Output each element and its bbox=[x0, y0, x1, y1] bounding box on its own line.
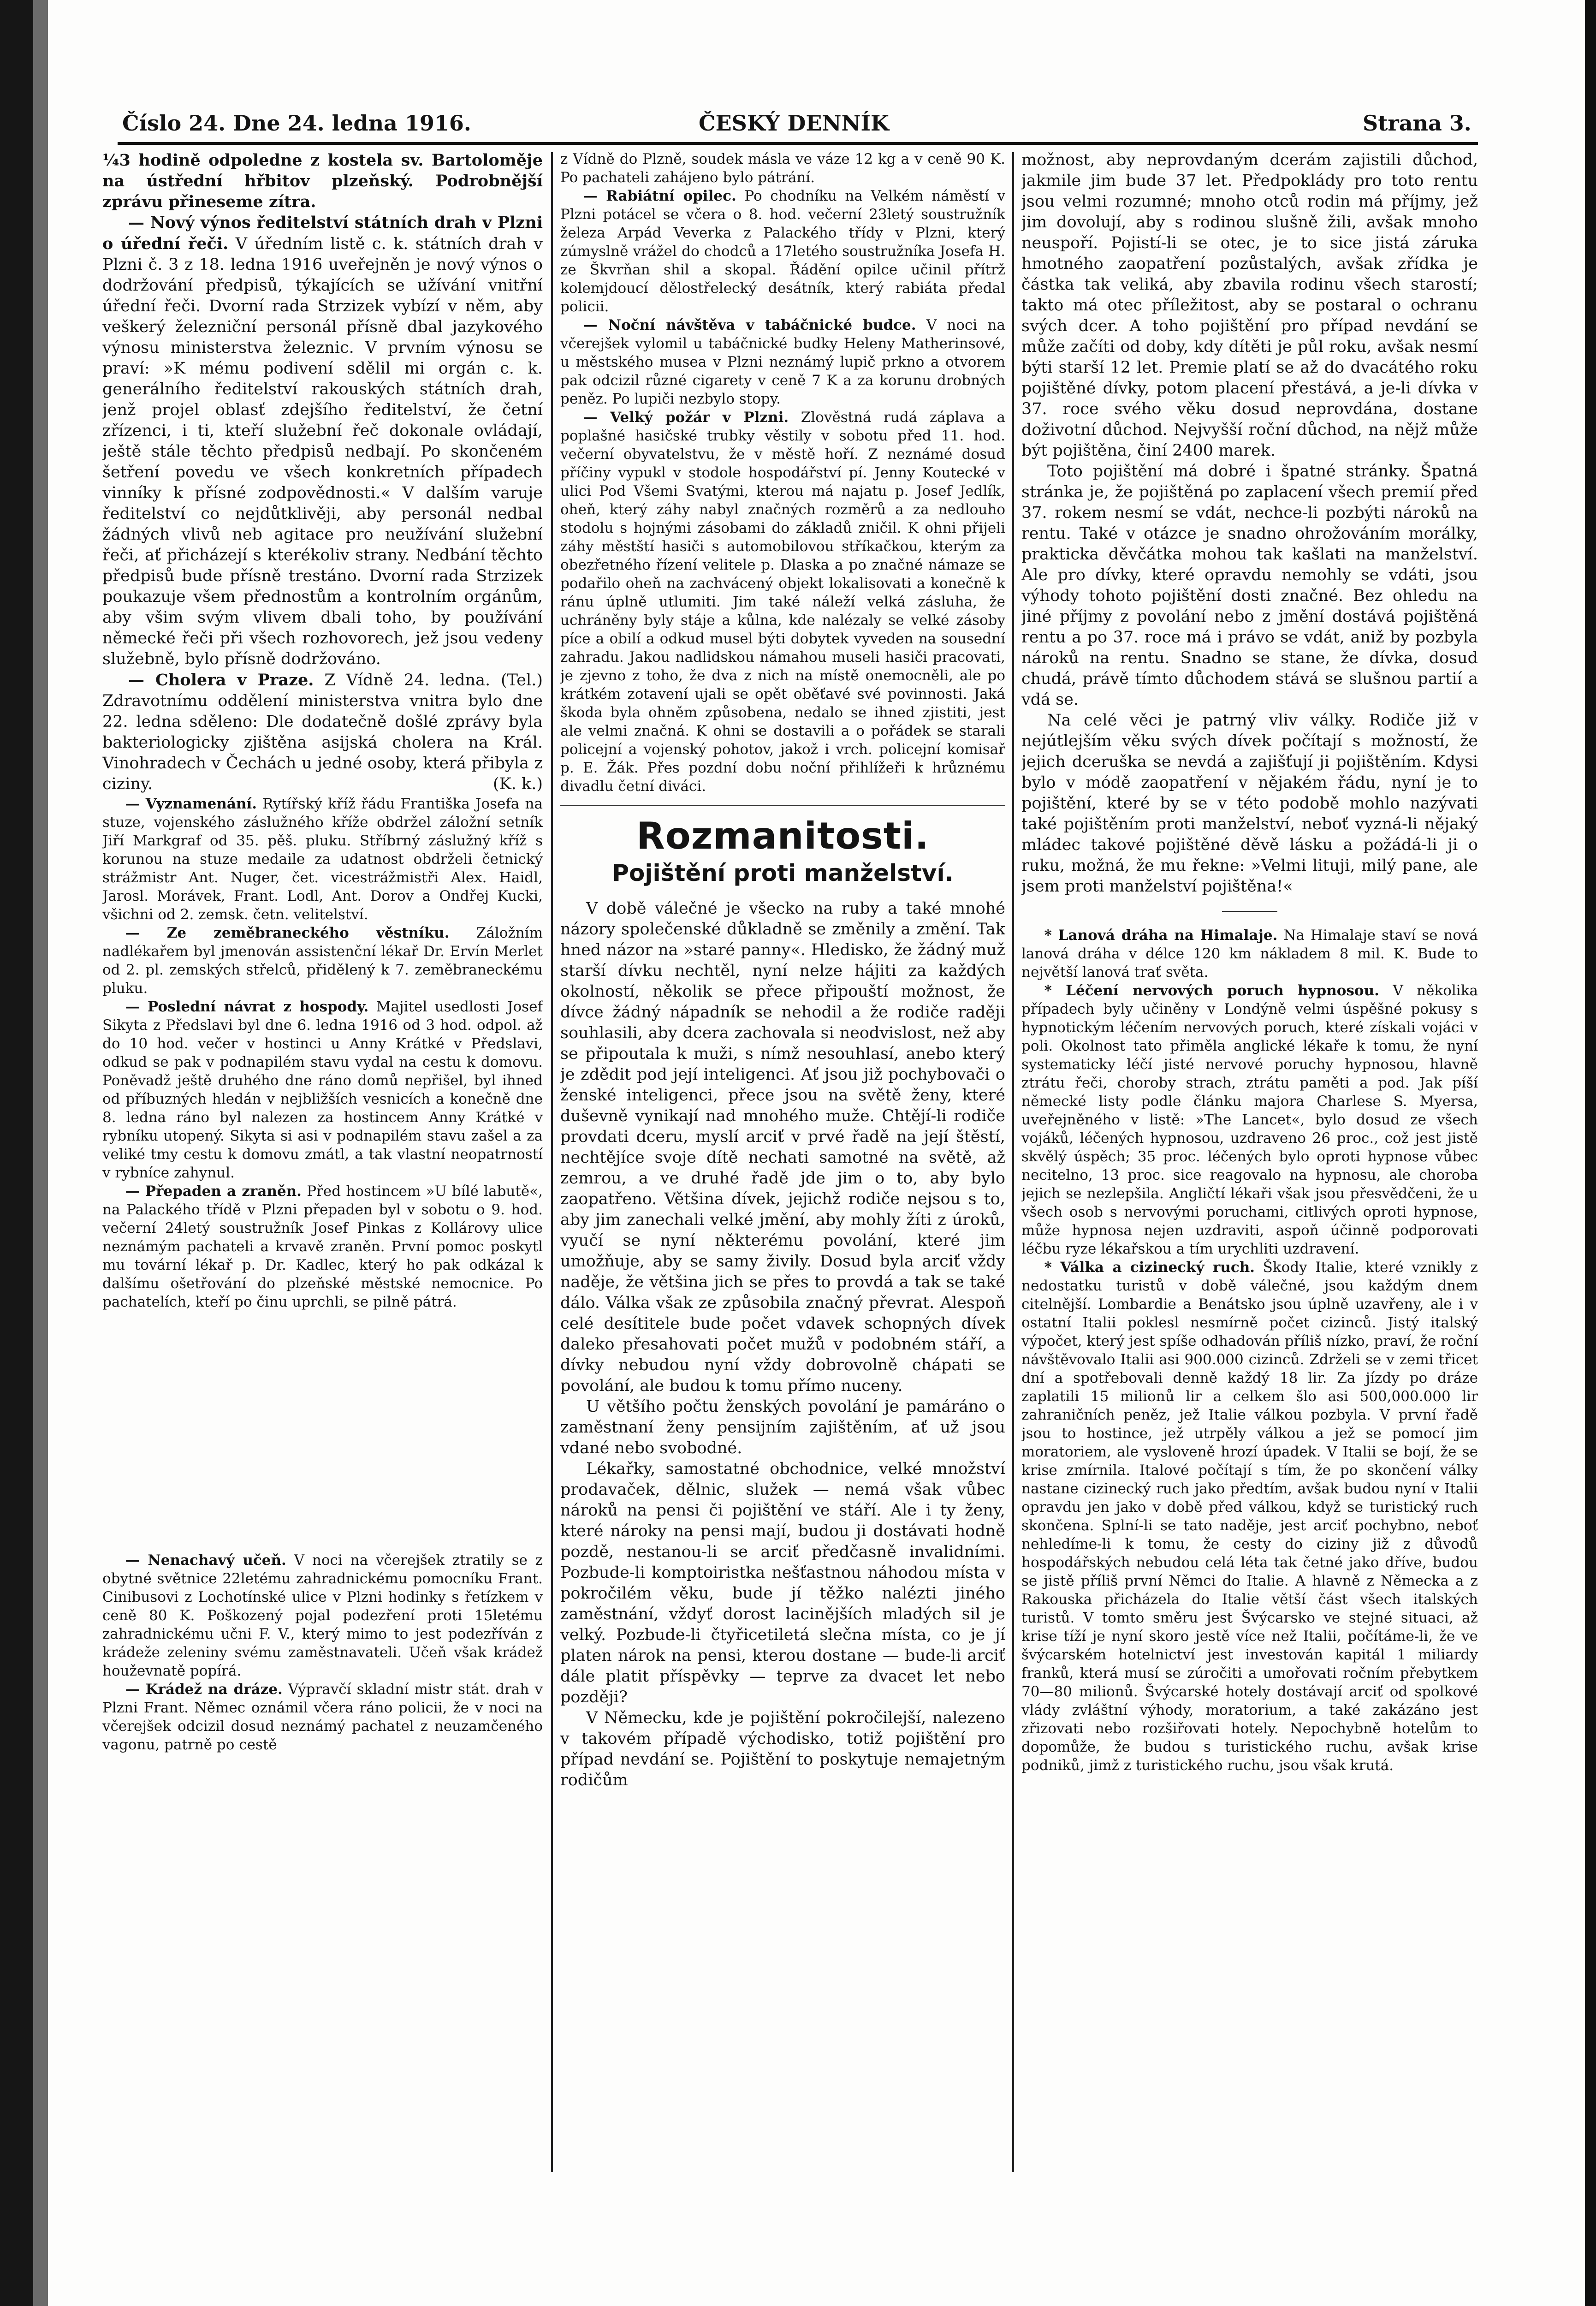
left-scan-shadow bbox=[33, 0, 48, 2306]
body-cholera: Z Vídně 24. ledna. (Tel.) Zdravotnímu oddělení ministerstva vnitra bylo dne 22. ledna sděleno: Dle dodatečně došlé zprávy byla bakteriologicky zjištěna asijská cholera na Král. Vinohradech v Čechách u jedné osoby, která přibyla z ciziny. bbox=[102, 671, 543, 793]
feature-para-5: možnost, aby neprovdaným dcerám zajistili důchod, jakmile jim bude 37 let. Předpoklády pro toto rentu jsou velmi rozumné; mnoho otců rodin má příjmy, jež jim dovolují, aby s rodinou slušně žili, avšak mnoho neuspoří. Pojistí-li se otec, je to sice jistá záruka hmotného zaopatření pozůstalých, avšak zřídka je částka tak veliká, aby zbavila rodinu všech starostí; takto má otec příležitost, aby se postaral o ochranu svých dcer. A toho pojištění pro případ nevdání se může začíti od doby, kdy dítěti je půl roku, avšak nesmí býti starší 12 let. Premie platí se až do dvacátého roku pojištěné dívky, potom placení přestává, a je-li dívka v 37. roce svého věku dosud neprovdána, dostane doživotní důchod. Nejvyšší roční důchod, na nějž může být pojištěna, činí 2400 marek. bbox=[1021, 151, 1478, 460]
left-scan-border bbox=[0, 0, 33, 2306]
article-landwehr bbox=[102, 924, 543, 998]
short-rule bbox=[1222, 911, 1277, 912]
headline-tourism: * Válka a cizinecký ruch. bbox=[1044, 1259, 1255, 1276]
column-rule-1 bbox=[551, 152, 553, 2172]
article-title: Pojištění proti manželství. bbox=[612, 860, 954, 886]
masthead-title: ČESKÝ DENNÍK bbox=[699, 111, 890, 136]
article-railway-theft bbox=[102, 1680, 543, 1754]
headline-kiosk: — Noční návštěva v tabáčnické budce. bbox=[583, 317, 916, 333]
section-title: Rozmanitosti. bbox=[636, 814, 929, 857]
right-scan-border bbox=[1585, 0, 1596, 2306]
body-tourism: Škody Italie, které vznikly z nedostatku turistů v době válečné, jsou každým dnem citelnější. Lombardie a Benátsko jsou úplně uzavřeny, ale i v ostatní Italii poklesl nesmírně počet cizinců. Jistý italský výpočet, který jest spíše odhadován příliš nízko, praví, že roční návštěvovalo Italii asi 900.000 cizinců. Zdrželi se v zemi třicet dní a spotřebovali denně každý 18 lir. Za jízdy po dráze zaplatili 15 milionů lir a celkem šlo asi 500,000.000 lir zahraničních peněz, jež Italie válkou pozbyla. V první řadě jsou to hostince, jež utrpěly válkou a jež se pomocí jim moratoriem, ale vysloveně hrozí úpadek. V Italii se bojí, že se krise zmírnila. Italové počítají s tím, že po skončení války nastane cizinecký ruch jako předtím, avšak budou nyní v Italii opravdu jen jako v době před válkou, když se turistický ruch skončena. Splní-li se tato naděje, jest arciť pochybno, neboť nehledíme-li k tomu, že cesty do ciziny již z důvodů hospodářských nebudou celá léta tak četné jako dříve, budou se jistě příliš první Němci do Italie. A hlavně z Německa a z Rakouska přicházela do Italie větší část všech italských turistů. V tomto směru jest Švýcarsko ve stejné situaci, až krise tíží je nyní skoro jestě více než Italii, počítáme-li, že ve švýcarském hotelnictví jest investován kapitál 1 miliardy franků, která musí se zúročiti a umořovati ročním přebytkem 70—80 milionů. Švýcarské hotely dostávají arciť od spolkové vlády zvláštní výhody, moratorium, a také zakázáno jest zřizovati nebo rozšiřovati hotely. Nepochybně hotelům to dopomůže, že budou s turistického ruchu, avšak krise podniků, jimž z turistického ruchu, jsou však krutá. bbox=[1021, 1259, 1478, 1774]
body-assault: Před hostincem »U bílé labutě«, na Palackého třídě v Plzni přepaden byl v sobotu o 9. hod. večerní 24letý soustružník Josef Pinkas z Kollárovy ulice neznámým pachateli a krvavě zraněn. První pomoc poskytl mu tovární lékař p. Dr. Kadlec, který ho pak odkázal k dalšímu ošetřování do plzeňské městské nemocnice. Po pachatelích, kteří po činu uprchli, se pilně pátrá. bbox=[102, 1183, 543, 1310]
body-landwehr: Záložním nadlékařem byl jmenován assistenční lékař Dr. Ervín Merlet od 2. pl. zemských střelců, přidělený k 7. zeměbraneckému pluku. bbox=[102, 925, 543, 997]
article-fire bbox=[560, 408, 1005, 796]
column-gap bbox=[102, 1311, 543, 1551]
article-assault bbox=[102, 1182, 543, 1311]
article-railway bbox=[102, 212, 543, 670]
article-butter: z Vídně do Plzně, soudek másla ve váze 12 kg a v ceně 90 K. Po pachateli zahájeno bylo pátrání. bbox=[560, 151, 1005, 186]
body-drunkard: Po chodníku na Velkém náměstí v Plzni potácel se včera o 8. hod. večerní 23letý soustružník železa Arpád Veverka z Palackého třídy v Plzni, který zúmyslně vrážel do chodců a 17letého soustružníka Josefa H. ze Škvrňan shil a skopal. Řádění opilce učinil přítrž kolemjdoucí dělostřelecký desátník, který rabiáta předal policii. bbox=[560, 188, 1005, 315]
body-decoration: Rytířský kříž řádu Františka Josefa na stuze, vojenského záslužného kříže obdržel záložní setník Jiří Markgraf od 35. pěš. pluku. Stříbrný záslužný kříž s korunou na stuze medaile za udatnost obdrželi četnický strážmistr Ant. Nuger, čet. vicestrážmistři Alex. Haidl, Jarosl. Morávek, Frant. Lodl, Ant. Dorov a Ondřej Kucki, všichni od 2. zemsk. četn. velitelství. bbox=[102, 796, 543, 923]
article-kiosk bbox=[560, 316, 1005, 408]
body-kiosk: V noci na včerejšek vylomil u tabáčnické budky Heleny Matherinsové, u městského musea v Plzni neznámý lupič prkno a otvorem pak odcizil různé cigarety v ceně 7 K a za korunu drobných peněz. Po lupiči nezbylo stopy. bbox=[560, 317, 1005, 407]
article-hypnosis bbox=[1021, 981, 1478, 1258]
headline-landwehr: — Ze zeměbraneckého věstníku. bbox=[125, 925, 450, 941]
body-himalaya: Na Himalaje staví se nová lanová dráha v délce 120 km nákladem 8 mil. K. Bude to největší lanová trať světa. bbox=[1021, 927, 1478, 981]
issue-date: Dne 24. ledna 1916. bbox=[233, 111, 471, 136]
column-1 bbox=[102, 150, 543, 2170]
short-news-3 bbox=[1021, 926, 1478, 1775]
feature-para-3: Lékařky, samostatné obchodnice, velké množství prodavaček, dělnic, služek — nemá však vůbec nároků na pensi či pojištění ve stáří. Ale i ty ženy, které nároky na pensi mají, budou ji dostávati hodně pozdě, nestanou-li se arciť předčasně invalidními. Pozbude-li komptoiristka nešťastnou náhodou místa v pokročilém věku, bude jí těžko nalézti jiného zaměstnání, vždyť dorost lacinějších mladých sil je velký. Pozbude-li čtyřicetiletá slečna místa, co je jí platen nárok na pensi, kterou dostane — bude-li arciť dále platit příspěvky — teprve za dvacet let nebo později? bbox=[560, 1460, 1005, 1706]
feature-para-4: V Německu, kde je pojištění pokročilejší, nalezeno v takovém případě východisko, totiž pojištění pro případ nevdání se. Pojištění to poskytuje nemajetným rodičům bbox=[560, 1709, 1005, 1789]
headline-railway: — Nový výnos ředitelství státních drah v Plzni o úřední řeči. bbox=[102, 213, 543, 253]
body-railway-theft: Výpravčí skladní mistr stát. drah v Plzni Frant. Němec oznámil včera ráno policii, že v noci na včerejšek odcizil dosud neznámý pachatel z neuzamčeného vagonu, patrně po cestě bbox=[102, 1681, 543, 1753]
headline-cholera: — Cholera v Praze. bbox=[128, 671, 314, 689]
feature-para-2: U většího počtu ženských povolání je pamáráno o zaměstnaní ženy pensijním zajištěním, ať už jsou vdané nebo svobodné. bbox=[560, 1397, 1005, 1457]
short-news bbox=[102, 795, 543, 1754]
article-drunkard bbox=[560, 187, 1005, 316]
article-apprentice bbox=[102, 1551, 543, 1680]
body-hypnosis: V několika případech byly učiněny v Londýně velmi úspěšné pokusy s hypnotickým léčením nervových poruch, které získali vojáci v poli. Okolnost tato přiměla anglické lékaře k tomu, že nyní systematicky léčí jisté nervové poruchy hypnosou, hlavně ztrátu řeči, choroby strach, ztrátu paměti a pod. Jak píší německé listy podle článku majora Charlese S. Myersa, uveřejněného v listě: »The Lancet«, bylo dosud ze všech vojáků, léčených hypnosou, uzdraveno 26 proc., což jest jistě skvělý úspěch; 35 proc. léčených bylo oproti hypnose vůbec necitelno, 13 proc. sice reagovalo na hypnosu, ale choroba jejich se nezlepšila. Angličtí lékaři však jsou přesvědčeni, že u všech osob s nervovými poruchami, citlivých oproti hypnose, může hypnosa nejen uzdraviti, aspoň účinně podporovati léčbu ryze lékařskou a tím urychliti uzdravení. bbox=[1021, 982, 1478, 1257]
column-2 bbox=[560, 150, 1005, 2170]
article-decoration bbox=[102, 795, 543, 924]
feature-para-1: V době válečné je všecko na ruby a také mnohé názory společenské důkladně se změnily a změní. Tak hned názor na »staré panny«. Hledisko, že žádný muž starší dívku nechtěl, nyní nelze hájiti za každých okolností, několik se přece připouští možnost, že dívce žádný nápadník se nehodil a že rodiče raději souhlasili, aby dcera zachovala si neodvislost, než aby se připoutala k muži, s nímž nesouhlasí, anebo který je zdědit pod její inteligenci. Ať jsou již pochybovači o ženské inteligenci, přece jsou na světě ženy, které duševně vynikají nad mnohého muže. Chtějí-li rodiče provdati dceru, myslí arciť v prvé řadě na její štěstí, nechtějíce svoje dítě nechati samotné na světě, až zemrou, a ve druhé řadě jde jim o to, aby bylo zaopatřeno. Většina dívek, jejichž rodiče nejsou s to, aby jim zanechali velké jmění, aby mohly žíti z úroků, vyučí se nyní některému povolání, které jim umožňuje, aby se samy živily. Dosud byla arciť vždy naděje, že většina jich se přes to provdá a tak se také dálo. Válka však ze způsobila značný převrat. Alespoň celé desítitele bude počet vdavek schopných dívek daleko přesahovati počet mužů v podobném stáří, a dívky nebudou nyní vždy dobrovolně chápati se povolání, ale budou k tomu přímo nuceny. bbox=[560, 899, 1005, 1395]
headline-fire: — Velký požár v Plzni. bbox=[583, 409, 789, 426]
article-continuation: ¼3 hodině odpoledne z kostela sv. Bartoloměje na ústřední hřbitov plzeňský. Podrobnější zprávu přineseme zítra. bbox=[102, 151, 543, 211]
body-railway: V úředním listě c. k. státních drah v Plzni č. 3 z 18. ledna 1916 uveřejněn je nový výnos o dodržování předpisů, týkajících se užívání vnitřní úřední řeči. Dvorní rada Strzizek vybízí v něm, aby veškerý železniční personál přísně dbal jazykového výnosu ministerstva železnic. V prvním výnosu se praví: »K mému podivení sdělil mi orgán c. k. generálního ředitelství rakouských státních drah, jenž projel oblasť zdejšího ředitelství, že četní zřízenci, i ti, kteří služební řeč dokonale ovládají, ještě stále těchto předpisů nedbají. Po skončeném šetření povedu ve všech konkretních případech vinníky k přísné zodpovědnosti.« V dalším varuje ředitelství co nejdůtklivěji, aby personál nedbal žádných vlivů neb agitace pro neužívání služební řeči, ať přicházejí s kterékoliv strany. Nedbání těchto předpisů bude přísně trestáno. Dvorní rada Strzizek poukazuje všem přednostům a kontrolním orgánům, aby všim svým vlivem dbali toho, by používání německé řeči při všech rozhovorech, jež jsou vedeny služebně, bylo přísně dodržováno. bbox=[102, 235, 543, 668]
signature-cholera: (K. k.) bbox=[492, 775, 543, 793]
headline-drowning: — Poslední návrat z hospody. bbox=[125, 998, 369, 1015]
headline-decoration: — Vyznamenání. bbox=[125, 796, 257, 812]
headline-hypnosis: * Léčení nervových poruch hypnosou. bbox=[1044, 982, 1379, 999]
body-drowning: Majitel usedlosti Josef Sikyta z Předslavi byl dne 6. ledna 1916 od 3 hod. odpol. až do 10 hod. večer v hostinci u Anny Krátké v Předslavi, odkud se pak v podnapilém stavu vydal na cestu k domovu. Poněvadž ještě druhého dne ráno domů nepřišel, byl ihned od příbuzných hledán v nejbližších vesnicích a konečně dne 8. ledna ráno byl nalezen za hostincem Anny Krátké v rybníku utopený. Sikyta si asi v podnapilém stavu zašel a za veliké tmy cestu k domovu zmátl, a tak vlastní neopatrností v rybníce zahynul. bbox=[102, 998, 543, 1181]
headline-himalaya: * Lanová dráha na Himalaje. bbox=[1044, 927, 1278, 944]
feature-para-7: Na celé věci je patrný vliv války. Rodiče již v nejútlejším věku svých dívek počítají s možností, že jejich dceruška se nevdá a zajišťují ji pojištěním. Kdysi bylo v módě zaopatření v nějakém řádu, nyní je to pojištění, které by se v této podobě mohlo nazývati také pojištěním proti manželství, neboť vyzná-li nějaký mládec takové pojištěné děvě lásku a požádá-li ji o ruku, možná, že mu řekne: »Velmi lituji, milý pane, ale jsem proti manželství pojištěna!« bbox=[1021, 711, 1478, 896]
article-tourism bbox=[1021, 1258, 1478, 1775]
page-header bbox=[118, 111, 1478, 143]
headline-apprentice: — Nenachavý učeň. bbox=[125, 1552, 286, 1569]
body-fire: Zlověstná rudá záplava a poplašné hasičské trubky věstily v sobotu před 11. hod. večerní obyvatelstvu, že v městě hoří. Z neznámé dosud příčiny vypukl v stodole hospodářství pí. Jenny Koutecké v ulici Pod Všemi Svatými, kterou má najatu p. Josef Jedlík, oheň, který záhy nabyl značných rozměrů a za nedlouho stodolu s hojnými zásobami do základů zničil. K ohni přijeli záhy městští hasiči s automobilovou stříkačkou, kterým za obezřetného řízení velitele p. Dlaska a po značné námaze se podařilo oheň na zachvácený objekt lokalisovati a konečně k ránu úplně utlumiti. Jim také náleží velká zásluha, že uchráněny byly stáje a kůlna, kde nalézaly se velké zásoby píce a obilí a odkud musel býti dobytek vyveden na sousední zahradu. Jakou nadlidskou námahou museli hasiči pracovati, je zjevno z toho, že dva z nich na místě onemocněli, ale po krátkém zotavení ujali se opět oběťavé své povinnosti. Jaká škoda byla ohněm způsobena, nedalo se ihned zjistiti, jest ale velmi značná. K ohni se dostavili a o pořádek se starali policejní a vojenský pohotov, jakož i vrch. policejní komisař p. E. Žák. Přes pozdní dobu noční přihlížeři k hrůznému divadlu četní diváci. bbox=[560, 409, 1005, 795]
section-rule bbox=[560, 805, 1005, 806]
page-number: Strana 3. bbox=[1363, 111, 1471, 136]
article-himalaya bbox=[1021, 926, 1478, 981]
article-cholera bbox=[102, 670, 543, 795]
short-news-2 bbox=[560, 150, 1005, 796]
feature-para-6: Toto pojištění má dobré i špatné stránky. Špatná stránka je, že pojištěná po zaplacení všech premií před 37. rokem nesmí se vdát, nechce-li pozbýti nároků na rentu. Také v otázce je snadno ohrožováním morálky, prakticka děvčátka mohou tak kašlati na manželství. Ale pro dívky, které opravdu nemohly se vdáti, jsou výhody tohoto pojištění dosti značné. Bez ohledu na jiné příjmy z povolání nebo z jmění dostává pojištěná rentu a po 37. roce má i právo se vdát, aniž by pozbyla nároků na rentu. Snadno se stane, že dívka, dosud chudá, právě tímto důchodem stává se slušnou partií a vdá se. bbox=[1021, 462, 1478, 709]
headline-drunkard: — Rabiátní opilec. bbox=[583, 188, 736, 204]
body-apprentice: V noci na včerejšek ztratily se z obytné světnice 22letému zahradnickému pomocníku Frant. Cinibusovi z Lochotínské ulice v Plzni hodinky s řetízkem v ceně 80 K. Poškozený pojal podezření proti 15letému zahradnickému učni F. V., který mimo to jest podezříván z krádeže zeleniny svému zaměstnavateli. Učeň však krádež houževnatě popírá. bbox=[102, 1552, 543, 1679]
headline-railway-theft: — Krádež na dráze. bbox=[125, 1681, 283, 1698]
column-rule-2 bbox=[1012, 152, 1014, 2172]
header-rule bbox=[118, 142, 1478, 145]
column-3 bbox=[1021, 150, 1478, 2170]
issue-number: Číslo 24. bbox=[122, 111, 226, 136]
article-drowning bbox=[102, 998, 543, 1182]
headline-assault: — Přepaden a zraněn. bbox=[125, 1183, 302, 1200]
